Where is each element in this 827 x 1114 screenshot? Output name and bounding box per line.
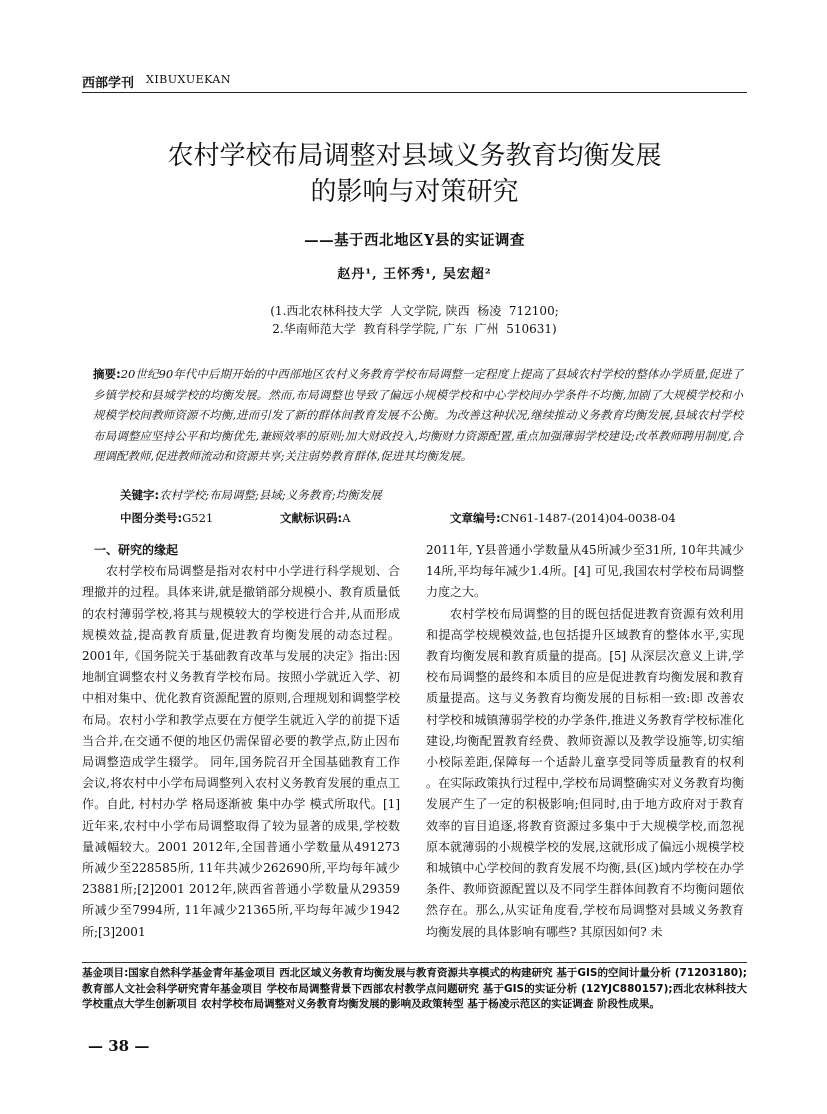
- affiliations: [82, 302, 747, 338]
- right-paragraph-1: 农村学校布局调整的目的既包括促进教育资源有效利用和提高学校规模效益,也包括提升区域教育的整体水平,实现教育均衡发展和教育质量的提高。[5] 从深层次意义上讲,学校布局调整的最终和本质目的应是促进教育均衡发展和教育质量提高。这与义务教育均衡发展的目标相一致:即 改善农村学校和城镇薄弱学校的办学条件,推进义务教育学校标准化建设,均衡配置教育经费、教师资源以及教学设施等,切实缩小校际差距,保障每一个适龄儿童享受同等质量教育的权利 。在实际政策执行过程中,学校布局调整确实对义务教育均衡发展产生了一定的积极影响;但同时,由于地方政府对于教育效率的盲目追逐,将教育资源过多集中于大规模学校,而忽视原本就薄弱的小规模学校的发展,这就形成了偏远小规模学校和城镇中心学校间的教育发展不均衡,县(区)域内学校在办学条件、教师资源配置以及不同学生群体间教育不均衡问题依然存在。那么,从实证角度看,学校布局调整对县域义务教育均衡发展的具体影响有哪些? 其原因如何? 未: [426, 606, 744, 939]
- keywords: [120, 487, 740, 503]
- affiliation-2: 2.华南师范大学 教育科学学院, 广东 广州 510631): [272, 322, 557, 336]
- header-rule: [82, 92, 747, 93]
- left-column: [82, 540, 400, 943]
- doc-code: [280, 510, 350, 526]
- title-line-1: 农村学校布局调整对县域义务教育均衡发展: [167, 141, 662, 171]
- page-number: — 38 —: [88, 1037, 150, 1055]
- running-header: [82, 72, 747, 96]
- doc-label: 文献标识码:: [280, 511, 343, 525]
- art-value: CN61-1487-(2014)04-0038-04: [500, 511, 676, 525]
- funding-note: 基金项目:国家自然科学基金青年基金项目 西北区域义务教育均衡发展与教育资源共享模式的构建研究 基于GIS的空间计量分析 (71203180);教育部人文社会科学研究青年基金项目 学校布局调整背景下西部农村教学点问题研究 基于GIS的实证分析 (12YJC880157);西北农林科技大学校重点大学生创新项目 农村学校布局调整对义务教育均衡发展的影响及政策转型 基于杨凌示范区的实证调查 阶段性成果。: [82, 967, 747, 1010]
- abstract-text: 20世纪90年代中后期开始的中西部地区农村义务教育学校布局调整一定程度上提高了县域农村学校的整体办学质量,促进了乡镇学校和县城学校的均衡发展。然而,布局调整也导致了偏远小规模学校和中心学校间办学条件不均衡,加剧了大规模学校和小规模学校间教师资源不均衡,进而引发了新的群体间教育发展不公衡。为改善这种状况,继续推动义务教育均衡发展,县域农村学校布局调整应坚持公平和均衡优先,兼顾效率的原则;加大财政投入,均衡财力资源配置,重点加强薄弱学校建设;改革教师聘用制度,合理调配教师,促进教师流动和资源共享;关注弱势教育群体,促进其均衡发展。: [93, 367, 743, 463]
- section-heading: 一、研究的缘起: [94, 543, 179, 557]
- left-paragraph-1: 农村学校布局调整是指对农村中小学进行科学规划、合理撤并的过程。具体来讲,就是撤销部分规模小、教育质量低的农村薄弱学校,将其与规模较大的学校进行合并,从而形成规模效益,提高教育质量,促进教育均衡发展的动态过程。2001年,《国务院关于基础教育改革与发展的决定》指出:因地制宜调整农村义务教育学校布局。按照小学就近入学、初中相对集中、优化教育资源配置的原则,合理规划和调整学校布局。农村小学和教学点要在方便学生就近入学的前提下适当合并,在交通不便的地区仍需保留必要的教学点,防止因布局调整造成学生辍学。 同年,国务院召开全国基础教育工作会议,将农村中小学布局调整列入农村义务教育发展的重点工作。自此, 村村办学 格局逐渐被 集中办学 模式所取代。[1] 近年来,农村中小学布局调整取得了较为显著的成果,学校数量减幅较大。2001 2012年,全国普通小学数量从491273所减少至228585所, 11年共减少262690所,平均每年减少23881所;[2]2001 2012年,陕西省普通小学数量从29359所减少至7994所, 11年减少21365所,平均每年减少1942所;[3]2001: [82, 564, 400, 939]
- journal-name-cn: 西部学刊: [82, 76, 135, 91]
- paper-subtitle: ——基于西北地区Y县的实证调查: [304, 232, 525, 249]
- article-number: [450, 510, 676, 526]
- doc-value: A: [342, 511, 351, 525]
- abstract: [93, 364, 743, 467]
- title-line-2: 的影响与对策研究: [310, 177, 519, 207]
- clc-label: 中图分类号:: [120, 511, 183, 525]
- right-paragraph-0: 2011年, Y县普通小学数量从45所减少至31所, 10年共减少14所,平均每年减少1.4所。[4] 可见,我国农村学校布局调整力度之大。: [426, 543, 744, 600]
- right-column: [426, 540, 744, 943]
- clc-value: G521: [182, 511, 214, 525]
- abstract-label: 摘要:: [93, 367, 121, 381]
- clc-number: [120, 510, 213, 526]
- affiliation-1: (1.西北农林科技大学 人文学院, 陕西 杨凌 712100;: [270, 304, 559, 318]
- keywords-label: 关键字:: [120, 488, 160, 502]
- authors: 赵丹¹, 王怀秀¹, 吴宏超²: [337, 267, 492, 282]
- journal-name-en: XIBUXUEKAN: [146, 73, 232, 86]
- art-label: 文章编号:: [450, 511, 501, 525]
- keywords-text: 农村学校;布局调整;县域;义务教育;均衡发展: [159, 488, 382, 502]
- footnote-rule: [82, 962, 747, 963]
- paper-title: [82, 138, 747, 210]
